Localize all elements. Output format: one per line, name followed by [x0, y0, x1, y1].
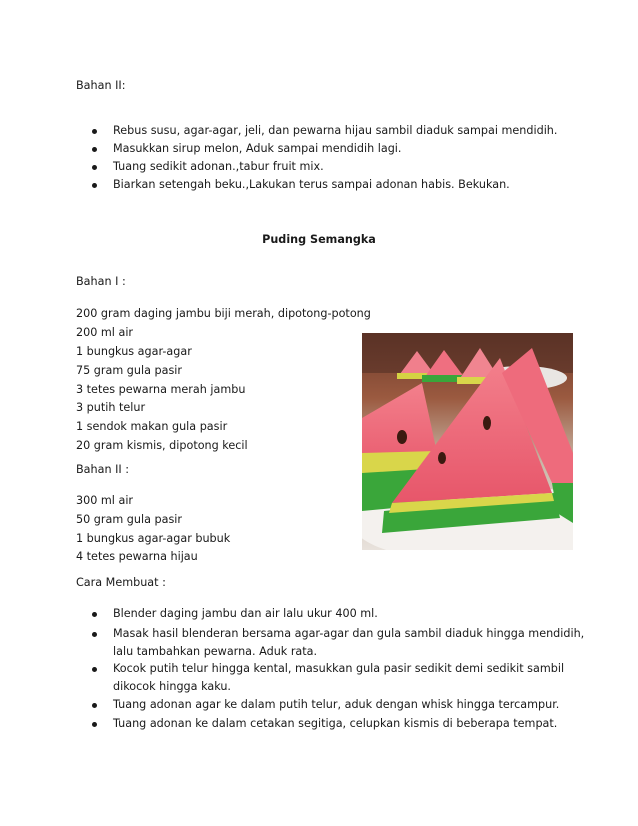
- ingredient-item: 3 tetes pewarna merah jambu: [76, 383, 246, 396]
- ingredient-item: 50 gram gula pasir: [76, 513, 183, 526]
- bullet-icon: [92, 667, 97, 672]
- watermelon-pudding-photo: [362, 333, 573, 550]
- bullet-icon: [92, 147, 97, 152]
- ingredient-item: 1 sendok makan gula pasir: [76, 420, 228, 433]
- ingredient-item: 1 bungkus agar-agar bubuk: [76, 532, 231, 545]
- watermelon-pudding-illustration: [362, 333, 573, 550]
- bullet-icon: [92, 612, 97, 617]
- bahan-ii-heading: Bahan II :: [76, 463, 130, 476]
- bullet-icon: [92, 722, 97, 727]
- bullet-icon: [92, 129, 97, 134]
- bahan-ii-heading-top: Bahan II:: [76, 79, 126, 92]
- ingredient-item: 75 gram gula pasir: [76, 364, 183, 377]
- ingredient-item: 4 tetes pewarna hijau: [76, 550, 198, 563]
- ingredient-item: 20 gram kismis, dipotong kecil: [76, 439, 248, 452]
- ingredient-item: 300 ml air: [76, 494, 134, 507]
- ingredient-item: 200 ml air: [76, 326, 134, 339]
- cara-membuat-heading: Cara Membuat :: [76, 576, 166, 589]
- recipe-title: Puding Semangka: [262, 233, 376, 246]
- bullet-icon: [92, 632, 97, 637]
- ingredient-item: 1 bungkus agar-agar: [76, 345, 192, 358]
- bullet-icon: [92, 165, 97, 170]
- bullet-icon: [92, 703, 97, 708]
- ingredient-item: 200 gram daging jambu biji merah, dipotong-potong: [76, 307, 371, 320]
- bahan-i-heading: Bahan I :: [76, 275, 126, 288]
- bullet-icon: [92, 183, 97, 188]
- ingredient-item: 3 putih telur: [76, 401, 146, 414]
